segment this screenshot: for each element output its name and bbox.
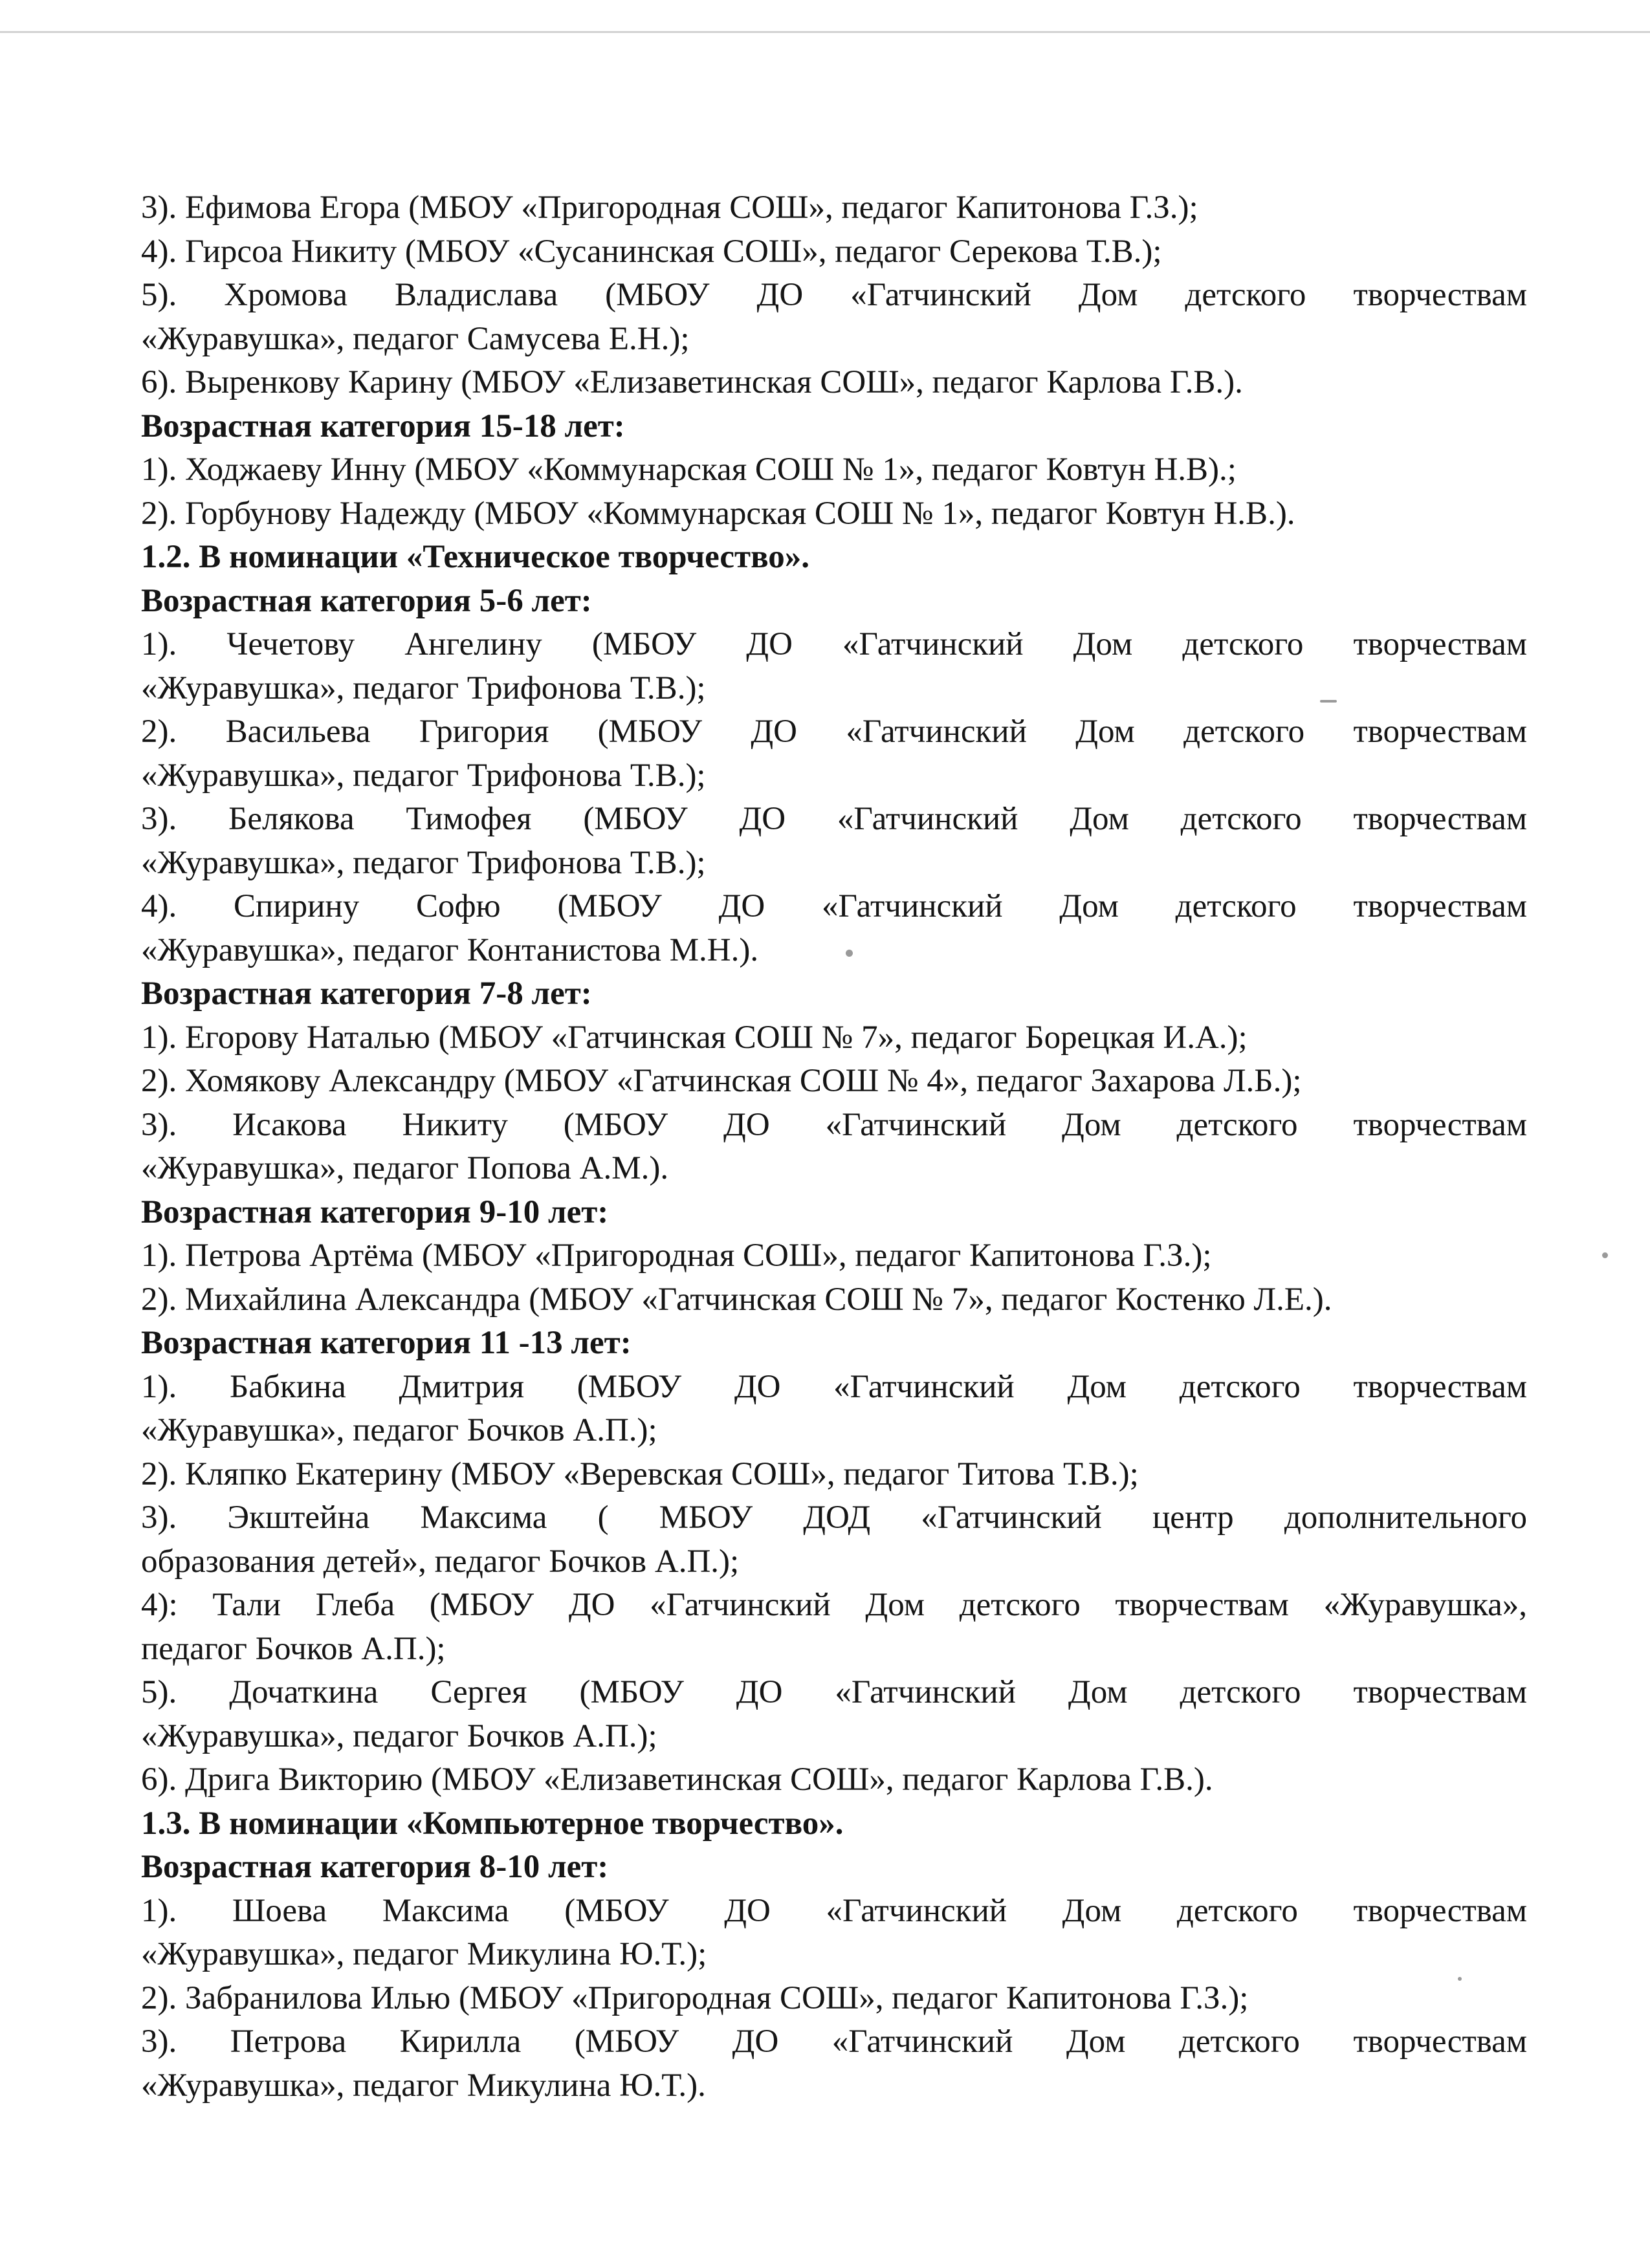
list-item-line: «Журавушка», педагог Микулина Ю.Т.); [141,1936,707,1972]
list-item-line: 2). Михайлина Александра (МБОУ «Гатчинская СОШ № 7», педагог Костенко Л.Е.). [141,1281,1332,1318]
scan-speck [1320,700,1337,703]
list-item-line: «Журавушка», педагог Микулина Ю.Т.). [141,2067,706,2104]
list-item-line: 2). Васильева Григория (МБОУ ДО «Гатчинский Дом детского творчествам [141,714,1527,750]
list-item-line: 1). Шоева Максима (МБОУ ДО «Гатчинский Дом детского творчествам [141,1892,1527,1929]
list-item-line: 2). Забранилова Илью (МБОУ «Пригородная СОШ», педагог Капитонова Г.З.); [141,1979,1249,2016]
section-heading: Возрастная категория 7-8 лет: [141,976,592,1012]
list-item-line: 6). Дрига Викторию (МБОУ «Елизаветинская СОШ», педагог Карлова Г.В.). [141,1761,1213,1798]
list-item-line: 3). Белякова Тимофея (МБОУ ДО «Гатчинский Дом детского творчествам [141,801,1527,837]
section-heading: Возрастная категория 11 -13 лет: [141,1325,632,1361]
list-item-line: 6). Выренкову Карину (МБОУ «Елизаветинская СОШ», педагог Карлова Г.В.). [141,364,1243,400]
list-item-line: «Журавушка», педагог Попова А.М.). [141,1150,669,1186]
list-item-line: «Журавушка», педагог Трифонова Т.В.); [141,757,706,794]
list-item-line: 1). Егорову Наталью (МБОУ «Гатчинская СОШ № 7», педагог Борецкая И.А.); [141,1019,1248,1056]
section-heading: 1.2. В номинации «Техническое творчество». [141,539,810,575]
list-item-line: «Журавушка», педагог Трифонова Т.В.); [141,670,706,706]
list-item-line: 2). Кляпко Екатерину (МБОУ «Веревская СОШ», педагог Титова Т.В.); [141,1456,1139,1492]
list-item-line: 1). Бабкина Дмитрия (МБОУ ДО «Гатчинский Дом детского творчествам [141,1368,1527,1405]
list-item-line: 2). Хомякову Александру (МБОУ «Гатчинская СОШ № 4», педагог Захарова Л.Б.); [141,1063,1302,1099]
list-item-line: 3). Петрова Кирилла (МБОУ ДО «Гатчинский Дом детского творчествам [141,2023,1527,2060]
list-item-line: «Журавушка», педагог Бочков А.П.); [141,1717,657,1754]
list-item-line: образования детей», педагог Бочков А.П.); [141,1543,740,1580]
list-item-line: 3). Исакова Никиту (МБОУ ДО «Гатчинский Дом детского творчествам [141,1106,1527,1143]
section-heading: Возрастная категория 9-10 лет: [141,1194,609,1230]
list-item-line: «Журавушка», педагог Самусева Е.Н.); [141,320,690,357]
section-heading: Возрастная категория 8-10 лет: [141,1849,609,1885]
list-item-line: 5). Хромова Владислава (МБОУ ДО «Гатчинский Дом детского творчествам [141,277,1527,313]
section-heading: 1.3. В номинации «Компьютерное творчество». [141,1805,844,1842]
list-item-line: «Журавушка», педагог Бочков А.П.); [141,1412,657,1448]
list-item-line: 4). Гирсоа Никиту (МБОУ «Сусанинская СОШ», педагог Серекова Т.В.); [141,233,1162,270]
list-item-line: 2). Горбунову Надежду (МБОУ «Коммунарская СОШ № 1», педагог Ковтун Н.В.). [141,495,1295,532]
list-item-line: «Журавушка», педагог Контанистова М.Н.). [141,932,759,968]
scan-speck [1458,1977,1462,1981]
list-item-line: 3). Экштейна Максима ( МБОУ ДОД «Гатчинский центр дополнительного [141,1499,1527,1536]
list-item-line: «Журавушка», педагог Трифонова Т.В.); [141,844,706,881]
scan-edge-line [0,31,1650,33]
list-item-line: 5). Дочаткина Сергея (МБОУ ДО «Гатчинский Дом детского творчествам [141,1674,1527,1710]
section-heading: Возрастная категория 15-18 лет: [141,408,625,444]
list-item-line: 4): Тали Глеба (МБОУ ДО «Гатчинский Дом детского творчествам «Журавушка», [141,1587,1527,1623]
list-item-line: 1). Ходжаеву Инну (МБОУ «Коммунарская СОШ № 1», педагог Ковтун Н.В).; [141,452,1237,488]
list-item-line: 1). Чечетову Ангелину (МБОУ ДО «Гатчинский Дом детского творчествам [141,626,1527,662]
list-item-line: педагог Бочков А.П.); [141,1630,446,1667]
section-heading: Возрастная категория 5-6 лет: [141,582,592,619]
document-page [141,186,1527,2108]
list-item-line: 3). Ефимова Егора (МБОУ «Пригородная СОШ», педагог Капитонова Г.З.); [141,190,1198,226]
scan-speck [1602,1252,1608,1258]
scan-speck [846,950,853,957]
list-item-line: 4). Спирину Софю (МБОУ ДО «Гатчинский Дом детского творчествам [141,888,1527,924]
list-item-line: 1). Петрова Артёма (МБОУ «Пригородная СОШ», педагог Капитонова Г.З.); [141,1238,1212,1274]
